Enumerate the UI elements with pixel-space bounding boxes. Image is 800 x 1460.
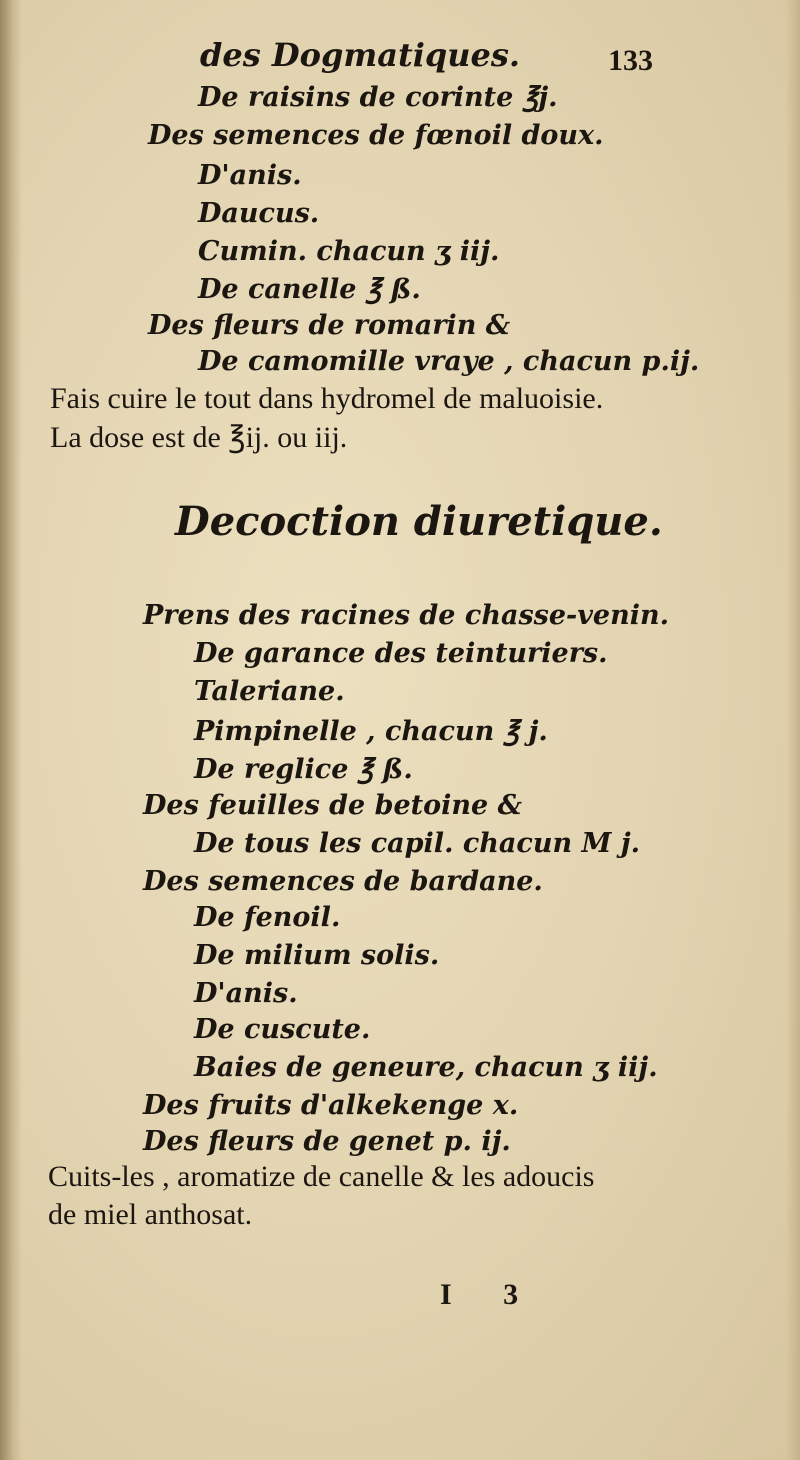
running-title: des Dogmatiques. xyxy=(200,36,521,74)
ingredient-line: De reglice ℥ ß. xyxy=(194,754,413,785)
ingredient-line: De tous les capil. chacun M j. xyxy=(194,828,640,859)
ingredient-line: Prens des racines de chasse-venin. xyxy=(143,600,670,631)
section-title: Decoction diuretique. xyxy=(175,498,663,545)
signature-mark: I 3 xyxy=(440,1278,541,1311)
instruction-line: La dose est de ℥ij. ou iij. xyxy=(50,421,348,454)
ingredient-line: Cumin. chacun ʒ iij. xyxy=(198,236,500,267)
instruction-line: Fais cuire le tout dans hydromel de maluoisie. xyxy=(50,382,604,415)
ingredient-line: Des semences de fœnoil doux. xyxy=(148,120,604,151)
instruction-line: Cuits-les , aromatize de canelle & les adoucis xyxy=(48,1160,595,1193)
ingredient-line: Taleriane. xyxy=(194,676,345,707)
ingredient-line: Daucus. xyxy=(198,198,320,229)
ingredient-line: Pimpinelle , chacun ℥ j. xyxy=(194,716,548,747)
ingredient-line: De garance des teinturiers. xyxy=(194,638,608,669)
ingredient-line: Des fruits d'alkekenge x. xyxy=(143,1090,519,1121)
ingredient-line: De cuscute. xyxy=(194,1014,371,1045)
ingredient-line: De canelle ℥ ß. xyxy=(198,274,421,305)
ingredient-line: De camomille vraye , chacun p.ij. xyxy=(198,346,700,377)
ingredient-line: Des fleurs de romarin & xyxy=(148,310,511,341)
ingredient-line: De milium solis. xyxy=(194,940,440,971)
page-number: 133 xyxy=(608,44,653,77)
ingredient-line: Des feuilles de betoine & xyxy=(143,790,523,821)
ingredient-line: De raisins de corinte ℥j. xyxy=(198,82,558,113)
ingredient-line: De fenoil. xyxy=(194,902,341,933)
ingredient-line: D'anis. xyxy=(194,978,298,1009)
ingredient-line: Baies de geneure, chacun ʒ iij. xyxy=(194,1052,658,1083)
ingredient-line: Des fleurs de genet p. ij. xyxy=(143,1126,511,1157)
ingredient-line: D'anis. xyxy=(198,160,302,191)
ingredient-line: Des semences de bardane. xyxy=(143,866,543,897)
instruction-line: de miel anthosat. xyxy=(48,1198,253,1231)
